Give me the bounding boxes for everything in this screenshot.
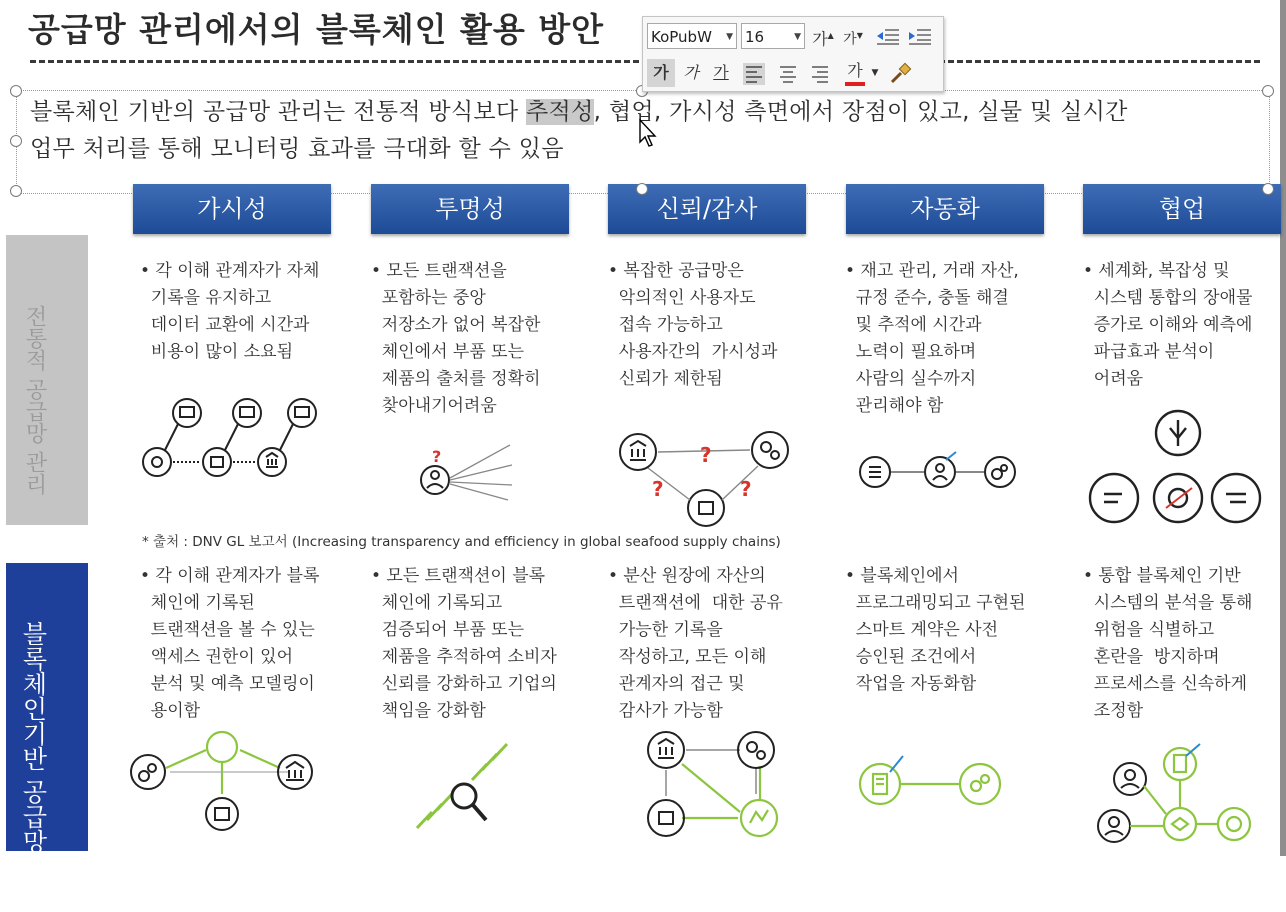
slide-title[interactable]: 공급망 관리에서의 블록체인 활용 방안 xyxy=(28,10,605,49)
dropdown-arrow-icon[interactable]: ▼ xyxy=(871,68,879,78)
shrink-font-label: 가 xyxy=(843,31,857,48)
question-mark-icon: ? xyxy=(652,477,664,501)
blockchain-transparency-chain-icon[interactable] xyxy=(412,740,512,830)
traditional-cell-trust-audit[interactable]: • 복잡한 공급망은 악의적인 사용자도 접속 가능하고 사용자간의 가시성과 신뢰가 제한됨 xyxy=(608,261,778,389)
magnifier-icon xyxy=(452,784,476,808)
resize-handle[interactable] xyxy=(10,185,22,197)
category-header-collaboration[interactable]: 협업 xyxy=(1083,184,1281,234)
question-mark-icon: ? xyxy=(700,443,712,467)
font-name-select[interactable] xyxy=(647,23,737,49)
blockchain-cell-collaboration[interactable]: • 통합 블록체인 기반 시스템의 분석을 통해 위험을 식별하고 혼란을 방지하며 프로세스를 신속하게 조정함 xyxy=(1083,566,1253,721)
shrink-font-button[interactable]: 가▼ xyxy=(843,31,863,48)
traditional-cell-automation[interactable]: • 재고 관리, 거래 자산, 규정 준수, 충돌 해결 및 추적에 시간과 노력이 필요하며 사람의 실수까지 관리해야 함 xyxy=(845,261,1019,416)
font-color-label: 가 xyxy=(847,61,863,80)
blockchain-collaboration-diagram[interactable] xyxy=(1094,744,1254,844)
blockchain-visibility-diagram[interactable] xyxy=(130,732,320,832)
resize-handle[interactable] xyxy=(636,183,648,195)
question-mark-icon: ? xyxy=(740,477,752,501)
traditional-collaboration-diagram[interactable] xyxy=(1086,408,1261,526)
mini-format-toolbar xyxy=(642,16,944,92)
dropdown-arrow-icon: ▼ xyxy=(794,32,801,42)
category-header-visibility[interactable]: 가시성 xyxy=(133,184,331,234)
blockchain-cell-automation[interactable]: • 블록체인에서 프로그래밍되고 구현된 스마트 계약은 사전 승인된 조건에서 작업을 자동화함 xyxy=(845,566,1026,694)
font-name-value: KoPubW xyxy=(651,28,712,46)
row-label-traditional[interactable] xyxy=(6,235,88,525)
grow-font-label: 가 xyxy=(812,29,828,49)
row-label-traditional-text: 전통적 공급망 관리 xyxy=(22,305,47,495)
decrease-indent-icon[interactable] xyxy=(875,27,901,47)
traditional-cell-collaboration[interactable]: • 세계화, 복잡성 및 시스템 통합의 장애물 증가로 이해와 예측에 파급효과 분석이 어려움 xyxy=(1083,261,1253,389)
window-edge xyxy=(1280,0,1286,856)
mouse-cursor-icon xyxy=(638,118,660,148)
font-size-value: 16 xyxy=(745,28,765,46)
align-left-icon[interactable] xyxy=(743,63,765,85)
align-right-icon[interactable] xyxy=(809,63,831,85)
selected-text[interactable]: 추적성 xyxy=(526,99,594,125)
question-mark-icon: ? xyxy=(432,447,442,466)
row-label-blockchain-text: 블록체인기반 공급망 관리 xyxy=(19,621,48,912)
resize-handle[interactable] xyxy=(1262,85,1274,97)
blockchain-automation-diagram[interactable] xyxy=(858,748,1008,810)
blockchain-cell-trust-audit[interactable]: • 분산 원장에 자산의 트랜잭션에 대한 공유 가능한 기록을 작성하고, 모든 이해 관계자의 접근 및 감사가 가능함 xyxy=(608,566,783,721)
blockchain-cell-transparency[interactable]: • 모든 트랜잭션이 블록 체인에 기록되고 검증되어 부품 또는 제품을 추적하여 소비자 신뢰를 강화하고 기업의 책임을 강화함 xyxy=(371,566,557,721)
category-header-automation[interactable]: 자동화 xyxy=(846,184,1044,234)
underline-button[interactable]: 가 xyxy=(713,63,729,82)
traditional-transparency-diagram[interactable] xyxy=(420,440,520,500)
traditional-visibility-diagram[interactable] xyxy=(140,395,320,480)
grow-font-button[interactable]: 가▲ xyxy=(812,29,834,49)
italic-button[interactable]: 가 xyxy=(683,63,699,82)
gear-icon xyxy=(152,457,162,467)
traditional-trust-diagram[interactable] xyxy=(618,422,798,527)
align-center-icon[interactable] xyxy=(777,63,799,85)
intro-text-part: , 협업, 가시성 측면에서 장점이 있고, 실물 및 실시간 xyxy=(593,99,1128,125)
row-label-blockchain[interactable] xyxy=(6,563,88,912)
font-size-select[interactable] xyxy=(741,23,805,49)
category-header-transparency[interactable]: 투명성 xyxy=(371,184,569,234)
resize-handle[interactable] xyxy=(1262,183,1274,195)
font-color-swatch xyxy=(845,82,865,86)
traditional-cell-visibility[interactable]: • 각 이해 관계자가 자체 기록을 유지하고 데이터 교환에 시간과 비용이 많이 소요됨 xyxy=(140,261,320,362)
dropdown-arrow-icon: ▼ xyxy=(726,32,733,42)
blockchain-trust-diagram[interactable] xyxy=(646,728,791,838)
source-note[interactable]: * 출처 : DNV GL 보고서 (Increasing transparency and efficiency in global seafood supply chains) xyxy=(142,534,781,550)
resize-handle[interactable] xyxy=(10,135,22,147)
blockchain-cell-visibility[interactable]: • 각 이해 관계자가 블록 체인에 기록된 트랜잭션을 볼 수 있는 액세스 권한이 있어 분석 및 예측 모델링이 용이함 xyxy=(140,566,320,721)
bold-button[interactable]: 가 xyxy=(647,59,675,87)
resize-handle[interactable] xyxy=(10,85,22,97)
format-painter-icon[interactable] xyxy=(889,63,913,85)
font-color-button[interactable] xyxy=(841,57,869,85)
traditional-automation-diagram[interactable] xyxy=(858,450,1018,495)
traditional-cell-transparency[interactable]: • 모든 트랜잭션을 포함하는 중앙 저장소가 없어 복잡한 체인에서 부품 또는 제품의 출처를 정확히 찾아내기어려움 xyxy=(371,261,541,416)
intro-text-part: 블록체인 기반의 공급망 관리는 전통적 방식보다 xyxy=(30,99,527,125)
intro-text-part: 업무 처리를 통해 모니터링 효과를 극대화 할 수 있음 xyxy=(30,136,564,162)
category-header-trust-audit[interactable]: 신뢰/감사 xyxy=(608,184,806,234)
increase-indent-icon[interactable] xyxy=(907,27,933,47)
